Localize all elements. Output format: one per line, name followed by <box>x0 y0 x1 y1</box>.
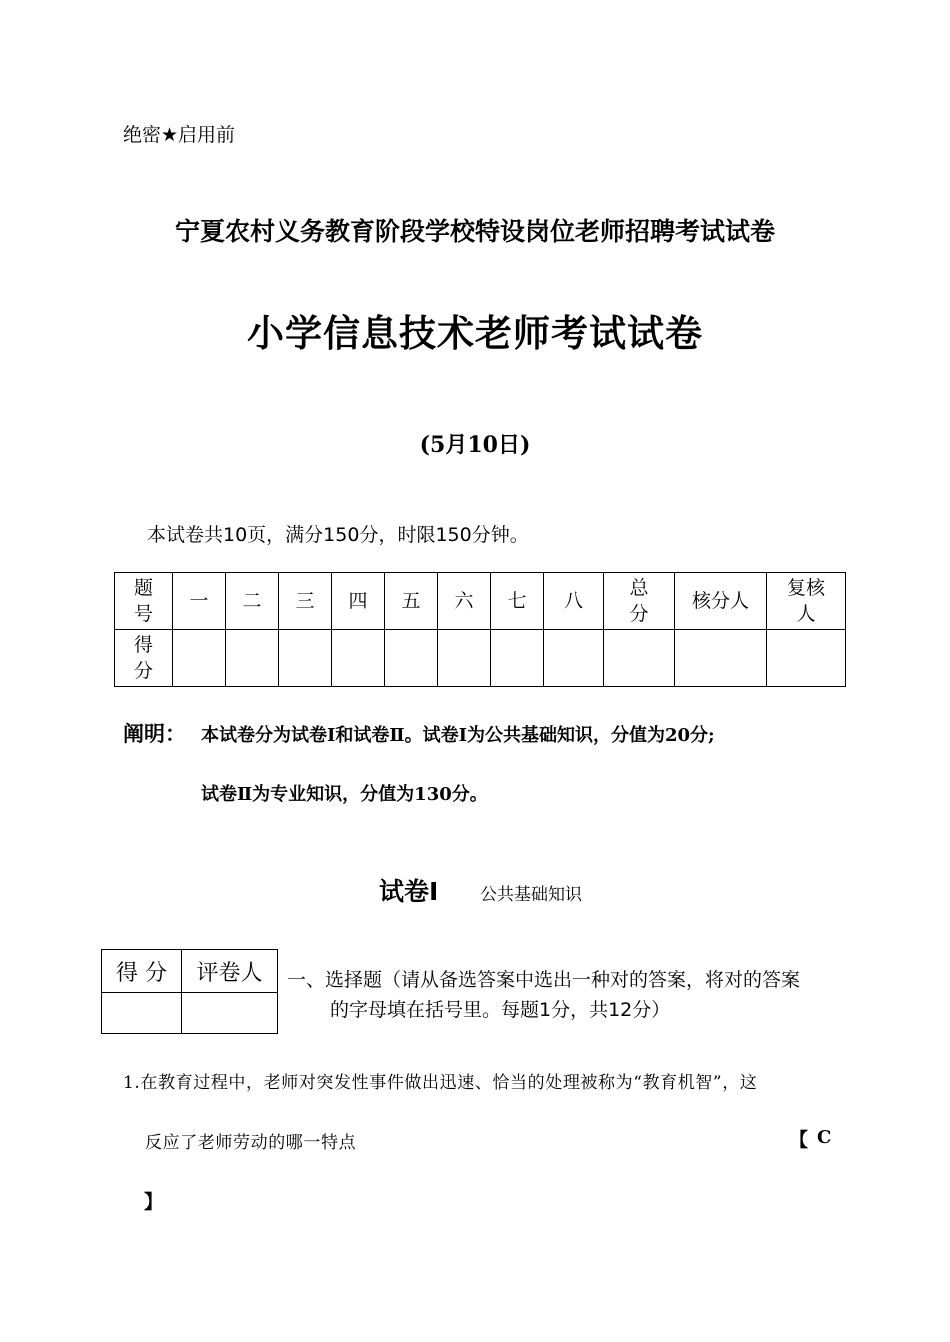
exam-date: (5月10日) <box>419 432 531 458</box>
section1-heading-line-2: 的字母填在括号里。每题1分，共12分） <box>330 999 671 1021</box>
score-cell[interactable] <box>226 630 279 687</box>
score-header-cell: 二 <box>226 573 279 630</box>
score-table-score-row <box>115 630 846 687</box>
question-1-line-1: 1.在教育过程中，老师对突发性事件做出迅速、恰当的处理被称为“教育机智”，这 <box>123 1073 758 1093</box>
section1-heading-line-1: 一、选择题（请从备选答案中选出一种对的答案，将对的答案 <box>287 969 801 991</box>
secret-mark: 绝密★启用前 <box>123 124 236 146</box>
score-cell[interactable] <box>767 630 846 687</box>
score-cell[interactable] <box>438 630 491 687</box>
score-header-cell: 三 <box>279 573 332 630</box>
score-row-label: 得分 <box>115 630 173 687</box>
score-header-cell: 四 <box>332 573 385 630</box>
grader-score-cell[interactable] <box>102 993 182 1034</box>
grader-table <box>101 949 278 1034</box>
score-cell[interactable] <box>332 630 385 687</box>
score-header-cell: 七 <box>491 573 544 630</box>
grader-name-label: 评卷人 <box>182 950 278 993</box>
score-cell[interactable] <box>173 630 226 687</box>
score-header-cell: 核分人 <box>675 573 767 630</box>
score-header-cell: 复核人 <box>767 573 846 630</box>
score-cell[interactable] <box>544 630 604 687</box>
score-table-header-row <box>115 573 846 630</box>
grader-name-cell[interactable] <box>182 993 278 1034</box>
part1-subtitle: 公共基础知识 <box>480 885 582 905</box>
question-1-answer[interactable]: C <box>817 1127 832 1148</box>
score-header-cell: 六 <box>438 573 491 630</box>
question-1-line-2: 反应了老师劳动的哪一特点 <box>145 1133 357 1153</box>
score-header-cell: 五 <box>385 573 438 630</box>
exam-info: 本试卷共10页，满分150分，时限150分钟。 <box>147 524 529 546</box>
grader-score-label: 得 分 <box>102 950 182 993</box>
score-cell[interactable] <box>675 630 767 687</box>
score-cell[interactable] <box>491 630 544 687</box>
score-header-cell: 一 <box>173 573 226 630</box>
score-table <box>114 572 846 687</box>
answer-bracket-open: 【 <box>789 1129 809 1151</box>
note-line-1: 本试卷分为试卷Ⅰ和试卷Ⅱ。试卷Ⅰ为公共基础知识，分值为20分; <box>201 725 715 746</box>
subject-title: 小学信息技术老师考试试卷 <box>247 312 703 355</box>
part1-title: 试卷Ⅰ <box>379 877 439 906</box>
note-line-2: 试卷Ⅱ为专业知识，分值为130分。 <box>201 784 488 805</box>
answer-bracket-close: 】 <box>144 1191 164 1213</box>
score-cell[interactable] <box>604 630 675 687</box>
exam-title: 宁夏农村义务教育阶段学校特设岗位老师招聘考试试卷 <box>174 217 775 246</box>
score-cell[interactable] <box>279 630 332 687</box>
score-header-cell: 八 <box>544 573 604 630</box>
score-header-cell: 题号 <box>115 573 173 630</box>
note-label: 阐明： <box>123 722 186 746</box>
score-cell[interactable] <box>385 630 438 687</box>
score-header-cell: 总分 <box>604 573 675 630</box>
